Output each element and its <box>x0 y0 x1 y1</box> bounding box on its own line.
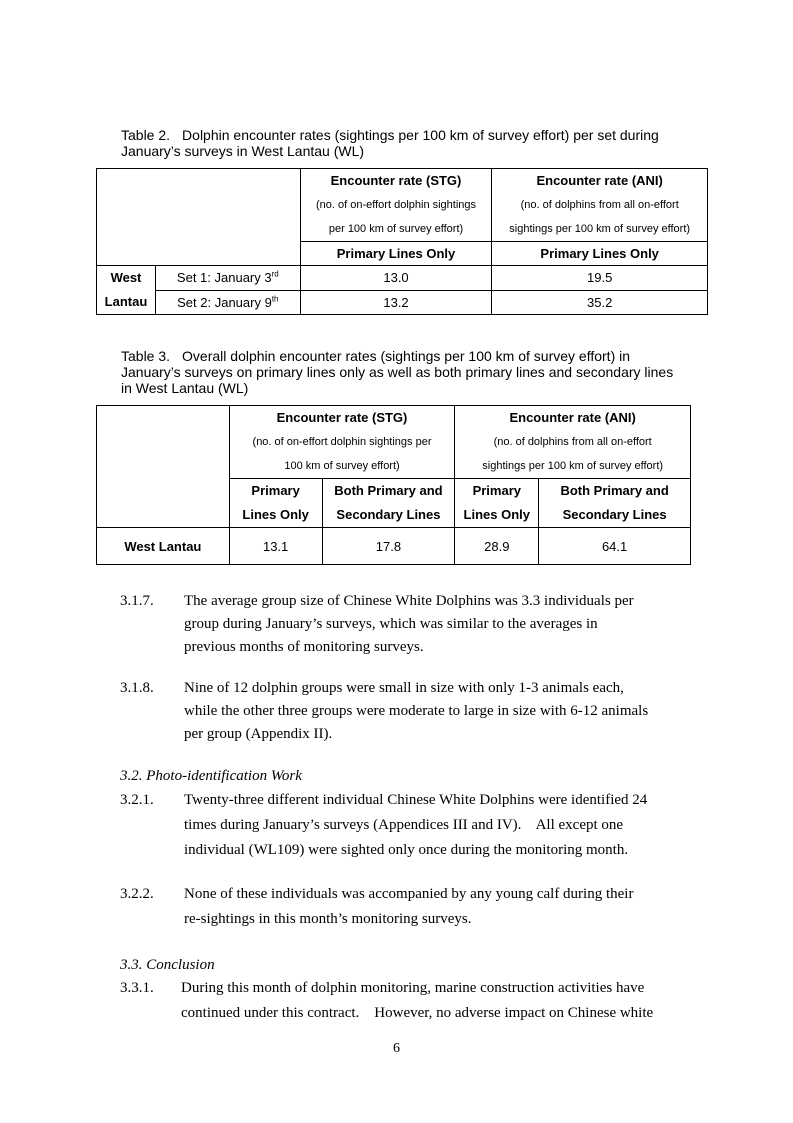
table3-primary-l2: Lines Only <box>242 507 309 522</box>
table2-area-line2: Lantau <box>104 294 148 309</box>
paragraph-text <box>184 788 704 863</box>
paragraph-line: while the other three groups were moderate to large in size with 6-12 animals <box>184 703 649 719</box>
table2-area-label <box>97 266 156 315</box>
paragraph-line: Nine of 12 dolphin groups were small in size with only 1-3 animals each, <box>184 680 624 696</box>
table3-caption-number: Table 3. <box>121 348 171 364</box>
paragraph-line: Twenty-three different individual Chinese White Dolphins were identified 24 <box>184 792 648 808</box>
paragraph-line: During this month of dolphin monitoring, marine construction activities have <box>181 980 645 996</box>
table2-ani-lines: Primary Lines Only <box>492 242 708 266</box>
paragraph-text <box>184 590 699 659</box>
table2-ani-header <box>492 169 708 242</box>
table3-stg-sub1: (no. of on-effort dolphin sightings per <box>252 436 432 448</box>
paragraph-number: 3.1.7. <box>120 593 154 609</box>
table2-caption-text: Dolphin encounter rates (sightings per 100 km of survey effort) per set during January’s surveys in West Lantau (WL) <box>121 127 659 159</box>
table-row <box>97 528 691 565</box>
table3-value: 13.1 <box>229 528 322 565</box>
paragraph-line: The average group size of Chinese White Dolphins was 3.3 individuals per <box>184 593 634 609</box>
table2-stg-lines: Primary Lines Only <box>300 242 492 266</box>
table2-set-cell <box>155 266 300 291</box>
table3-row-label: West Lantau <box>97 528 230 565</box>
table3-empty-corner <box>97 406 230 528</box>
table3-primary-l1: Primary <box>251 483 300 498</box>
paragraph-number: 3.2.2. <box>120 886 154 902</box>
paragraph-line: times during January’s surveys (Appendices III and IV). All except one <box>184 817 624 833</box>
table3-primary-l1: Primary <box>472 483 521 498</box>
table2-stg-sub2: per 100 km of survey effort) <box>328 223 464 235</box>
table2-ani-sub2: sightings per 100 km of survey effort) <box>509 223 691 235</box>
section-heading-conclusion: 3.3. Conclusion <box>120 957 215 973</box>
table2-set-label: Set 2: January 9 <box>177 294 272 310</box>
paragraph-number: 3.3.1. <box>120 980 154 996</box>
table2-stg-title: Encounter rate (STG) <box>330 173 462 188</box>
table2-set-sup: th <box>271 294 279 304</box>
paragraph-number: 3.2.1. <box>120 792 154 808</box>
table3-stg-title: Encounter rate (STG) <box>276 410 408 425</box>
table3 <box>96 405 691 565</box>
table3-value: 64.1 <box>539 528 691 565</box>
table3-ani-sub1: (no. of dolphins from all on-effort <box>493 436 652 448</box>
paragraph-line: group during January’s surveys, which was similar to the averages in <box>184 616 598 632</box>
table3-both-l1: Both Primary and <box>334 483 443 498</box>
paragraph-line: per group (Appendix II). <box>184 726 333 742</box>
paragraph-text <box>184 882 699 932</box>
table2-stg-header <box>300 169 492 242</box>
table3-ani-header <box>455 406 691 479</box>
page-number: 6 <box>393 1041 400 1056</box>
table3-ani-both-header <box>539 479 691 528</box>
table3-ani-primary-header <box>455 479 539 528</box>
table2-ani-title: Encounter rate (ANI) <box>536 173 663 188</box>
table3-value: 28.9 <box>455 528 539 565</box>
table3-stg-sub2: 100 km of survey effort) <box>284 460 400 472</box>
paragraph-line: re-sightings in this month’s monitoring surveys. <box>184 911 472 927</box>
table3-primary-l2: Lines Only <box>463 507 531 522</box>
table3-stg-header <box>229 406 455 479</box>
table3-ani-title: Encounter rate (ANI) <box>509 410 636 425</box>
table3-stg-both-header <box>322 479 455 528</box>
table2-caption <box>121 127 681 159</box>
paragraph-text <box>181 976 706 1026</box>
table2-set-sup: rd <box>271 269 279 279</box>
table2-set-label: Set 1: January 3 <box>176 270 272 286</box>
table2-ani-value: 35.2 <box>492 290 708 315</box>
table2-empty-corner <box>97 169 301 266</box>
table3-both-l2: Secondary Lines <box>562 507 667 522</box>
table2-ani-value: 19.5 <box>492 266 708 291</box>
table2-stg-sub1: (no. of on-effort dolphin sightings <box>316 199 477 211</box>
table3-caption <box>121 348 681 396</box>
paragraph-line: None of these individuals was accompanied by any young calf during their <box>184 886 634 902</box>
table2 <box>96 168 708 315</box>
table3-both-l2: Secondary Lines <box>336 507 441 522</box>
table3-ani-sub2: sightings per 100 km of survey effort) <box>482 460 664 472</box>
paragraph-line: continued under this contract. However, no adverse impact on Chinese white <box>181 1005 654 1021</box>
table2-stg-value: 13.2 <box>300 290 492 315</box>
paragraph-line: individual (WL109) were sighted only once during the monitoring month. <box>184 842 629 858</box>
table3-value: 17.8 <box>322 528 455 565</box>
table2-set-cell <box>155 290 300 315</box>
table-row <box>97 290 708 315</box>
table3-both-l1: Both Primary and <box>560 483 669 498</box>
table2-caption-number: Table 2. <box>121 127 171 143</box>
paragraph-text <box>184 677 704 746</box>
section-heading-photo-id: 3.2. Photo-identification Work <box>120 768 302 784</box>
table2-area-line1: West <box>110 270 142 285</box>
paragraph-number: 3.1.8. <box>120 680 154 696</box>
table2-ani-sub1: (no. of dolphins from all on-effort <box>520 199 679 211</box>
table3-stg-primary-header <box>229 479 322 528</box>
table3-caption-text: Overall dolphin encounter rates (sightings per 100 km of survey effort) in January’s surveys on primary lines only as well as both primary lines and secondary lines in West Lantau (WL) <box>121 348 674 396</box>
table2-stg-value: 13.0 <box>300 266 492 291</box>
paragraph-line: previous months of monitoring surveys. <box>184 639 424 655</box>
table-row <box>97 266 708 291</box>
